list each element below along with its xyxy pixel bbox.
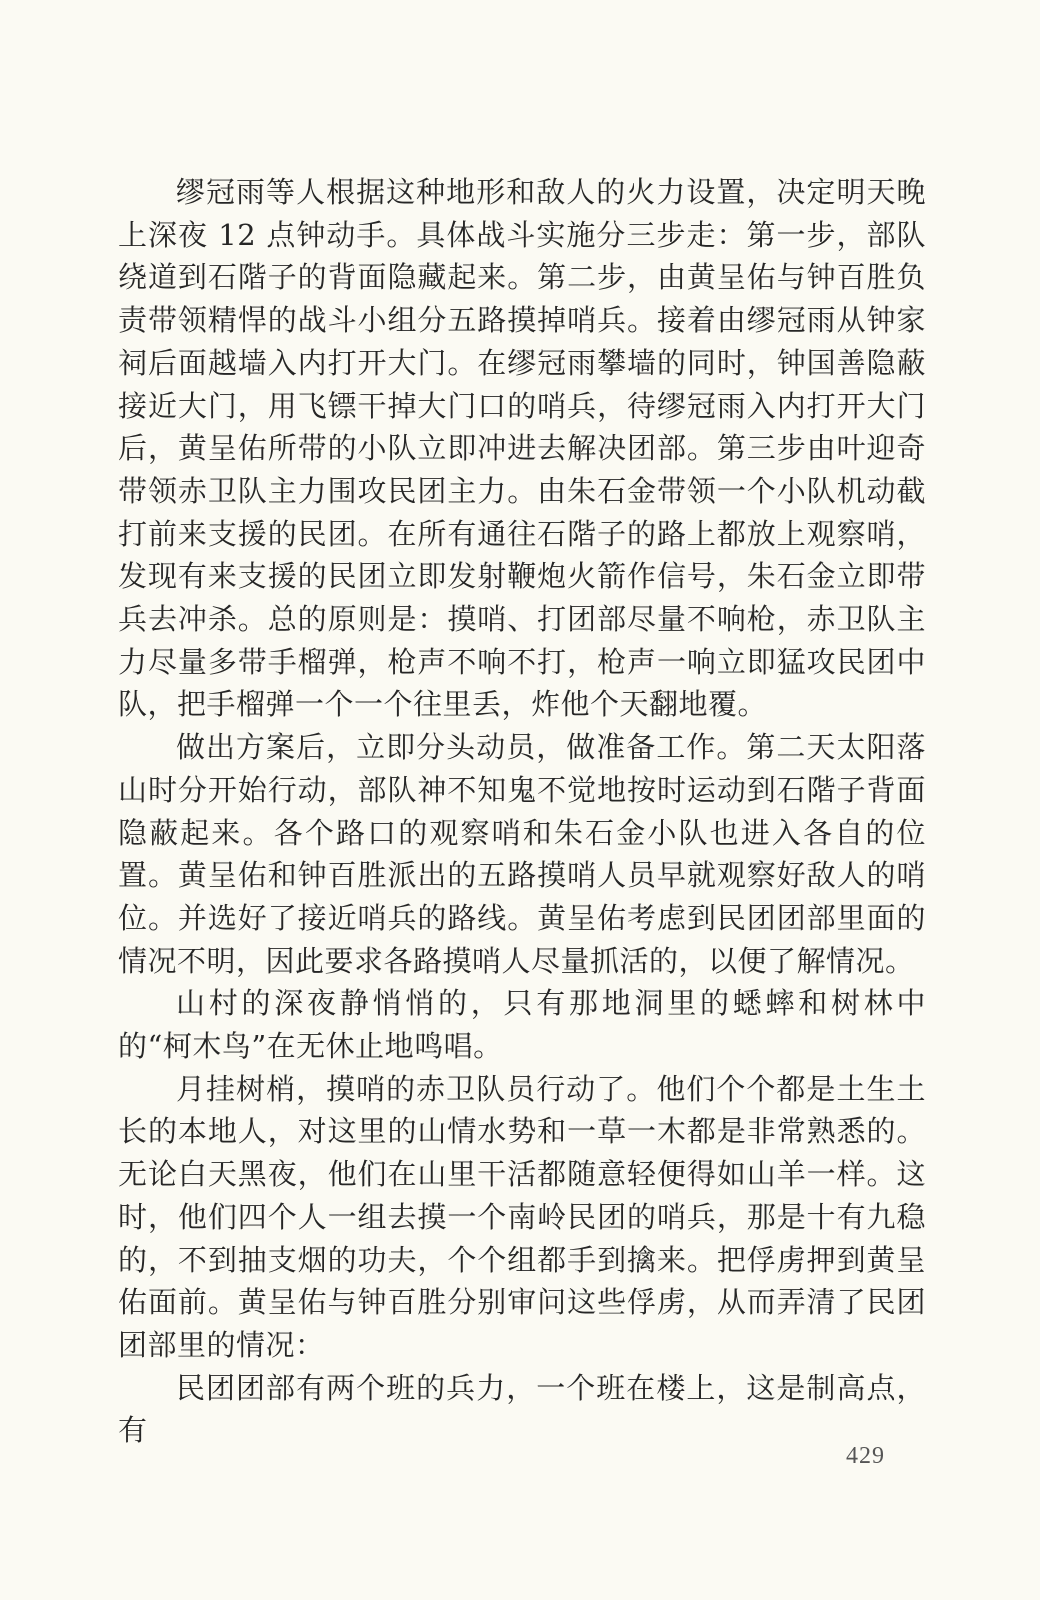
paragraph: 山村的深夜静悄悄的，只有那地洞里的蟋蟀和树林中的“柯木鸟”在无休止地鸣唱。 <box>118 986 926 1064</box>
page-number: 429 <box>846 1443 885 1469</box>
paragraph: 做出方案后，立即分头动员，做准备工作。第二天太阳落山时分开始行动，部队神不知鬼不觉地按时运动到石階子背面隐蔽起来。各个路口的观察哨和朱石金小队也进入各自的位置。黄呈佑和钟百胜派出的五路摸哨人员早就观察好敌人的哨位。并选好了接近哨兵的路线。黄呈佑考虑到民团团部里面的情况不明，因此要求各路摸哨人尽量抓活的，以便了解情况。 <box>118 730 926 978</box>
paragraph: 民团团部有两个班的兵力，一个班在楼上，这是制高点，有 <box>118 1370 926 1448</box>
paragraph: 月挂树梢，摸哨的赤卫队员行动了。他们个个都是土生土长的本地人，对这里的山情水势和一草一木都是非常熟悉的。无论白天黑夜，他们在山里干活都随意轻便得如山羊一样。这时，他们四个人一组去摸一个南岭民团的哨兵，那是十有九稳的，不到抽支烟的功夫，个个组都手到擒来。把俘虏押到黄呈佑面前。黄呈佑与钟百胜分别审问这些俘虏，从而弄清了民团团部里的情况： <box>118 1071 926 1362</box>
body-text <box>118 171 926 1452</box>
paragraph: 缪冠雨等人根据这种地形和敌人的火力设置，决定明天晚上深夜 12 点钟动手。具体战斗实施分三步走：第一步，部队绕道到石階子的背面隐藏起来。第二步，由黄呈佑与钟百胜负责带领精悍的战斗小组分五路摸掉哨兵。接着由缪冠雨从钟家祠后面越墙入内打开大门。在缪冠雨攀墙的同时，钟国善隐蔽接近大门，用飞镖干掉大门口的哨兵，待缪冠雨入内打开大门后，黄呈佑所带的小队立即冲进去解决团部。第三步由叶迎奇带领赤卫队主力围攻民团主力。由朱石金带领一个小队机动截打前来支援的民团。在所有通往石階子的路上都放上观察哨，发现有来支援的民团立即发射鞭炮火箭作信号，朱石金立即带兵去冲杀。总的原则是：摸哨、打团部尽量不响枪，赤卫队主力尽量多带手榴弹，枪声不响不打，枪声一响立即猛攻民团中队，把手榴弹一个一个往里丢，炸他个天翻地覆。 <box>118 175 926 722</box>
